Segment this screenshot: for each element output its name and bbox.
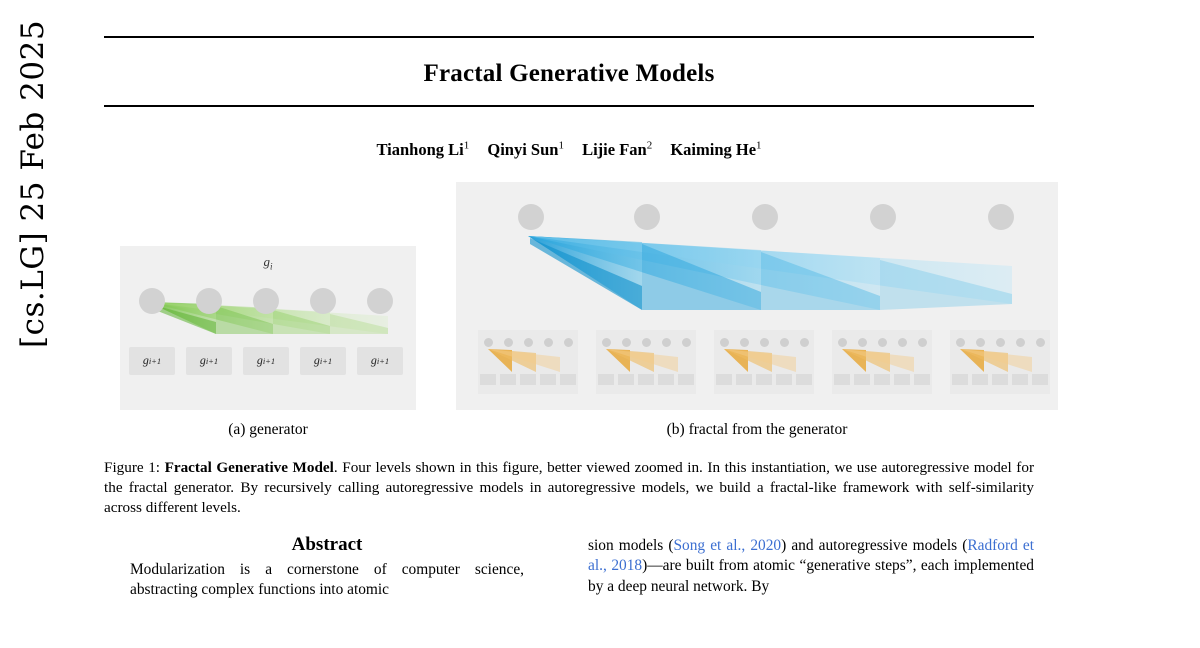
panel-b-node-4 bbox=[988, 204, 1014, 230]
arxiv-stamp bbox=[0, 0, 68, 648]
panel-b-subpanel-1 bbox=[596, 330, 696, 394]
author-1: Qinyi Sun$^1$ bbox=[487, 139, 564, 159]
body-columns bbox=[104, 534, 1034, 601]
header-rule-bottom bbox=[104, 105, 1034, 107]
figure-1 bbox=[104, 178, 1034, 438]
figure-caption-label: Figure 1: bbox=[104, 458, 161, 476]
right-line1-post: ) and autoregressive models bbox=[781, 536, 958, 554]
panel-b-subpanel-3 bbox=[832, 330, 932, 394]
panel-b-caption: (b) fractal from the generator bbox=[666, 420, 848, 438]
right-line2-post: )—are built from atomic “generative bbox=[642, 557, 871, 575]
page-title: Fractal Generative Models bbox=[423, 60, 715, 87]
figure-caption-bold: Fractal Generative Model bbox=[164, 458, 334, 476]
panel-a-leaf-2: g i+1 bbox=[243, 347, 289, 375]
abstract-text: Modularization is a cornerstone of computer science, abstracting complex functions into atomic bbox=[130, 560, 524, 599]
abstract-heading: Abstract bbox=[291, 533, 363, 555]
citation-radford[interactable]: Radford et al., 2018 bbox=[588, 536, 1034, 575]
right-line3: steps”, each implemented by a deep neural network. By bbox=[588, 557, 1034, 595]
panel-a-node-4 bbox=[367, 288, 393, 314]
author-2: Lijie Fan$^2$ bbox=[582, 139, 653, 159]
generator-label: $g_i$ bbox=[263, 253, 273, 272]
panel-a-node-2 bbox=[253, 288, 279, 314]
author-0: Tianhong Li$^1$ bbox=[376, 139, 470, 159]
panel-a-caption: (a) generator bbox=[228, 420, 308, 438]
column-left bbox=[104, 534, 550, 601]
paper-page bbox=[104, 0, 1064, 648]
right-line1-pre: sion models ( bbox=[588, 536, 674, 554]
panel-b-node-3 bbox=[870, 204, 896, 230]
header-rule-top bbox=[104, 36, 1034, 38]
author-3: Kaiming He$^1$ bbox=[670, 139, 762, 159]
column-right: sion models (Song et al., 2020) and autoregressive models (Radford et al., 2018)—are built from atomic “generative steps”, each implemented by a deep neural network. By bbox=[588, 536, 1034, 595]
panel-b-node-1 bbox=[634, 204, 660, 230]
panel-a-leaf-0: g i+1 bbox=[129, 347, 175, 375]
panel-a-node-0 bbox=[139, 288, 165, 314]
panel-a-leaf-4: g i+1 bbox=[357, 347, 403, 375]
panel-a-node-1 bbox=[196, 288, 222, 314]
figure-panel-a bbox=[120, 246, 416, 410]
panel-b-subpanel-0 bbox=[478, 330, 578, 394]
author-list bbox=[104, 139, 1034, 160]
arxiv-stamp-text: [cs.LG] 25 Feb 2025 bbox=[15, 19, 51, 348]
panel-b-node-2 bbox=[752, 204, 778, 230]
panel-a-flows bbox=[120, 246, 416, 410]
panel-a-leaf-3: g i+1 bbox=[300, 347, 346, 375]
figure-caption-text: . Four levels shown in this figure, better viewed zoomed in. In this instantiation, we use autoregressive model for the fractal generator. By recursively calling autoregressive models in autoregressive models, we build a fractal-like framework with self-similarity across different levels. bbox=[104, 458, 1035, 516]
citation-song[interactable]: Song et al., 2020 bbox=[673, 536, 782, 554]
figure-caption bbox=[104, 458, 1034, 518]
figure-panel-b bbox=[456, 182, 1058, 410]
panel-a-leaf-1: g i+1 bbox=[186, 347, 232, 375]
panel-b-subpanel-2 bbox=[714, 330, 814, 394]
panel-b-node-0 bbox=[518, 204, 544, 230]
panel-b-subpanel-4 bbox=[950, 330, 1050, 394]
panel-a-node-3 bbox=[310, 288, 336, 314]
